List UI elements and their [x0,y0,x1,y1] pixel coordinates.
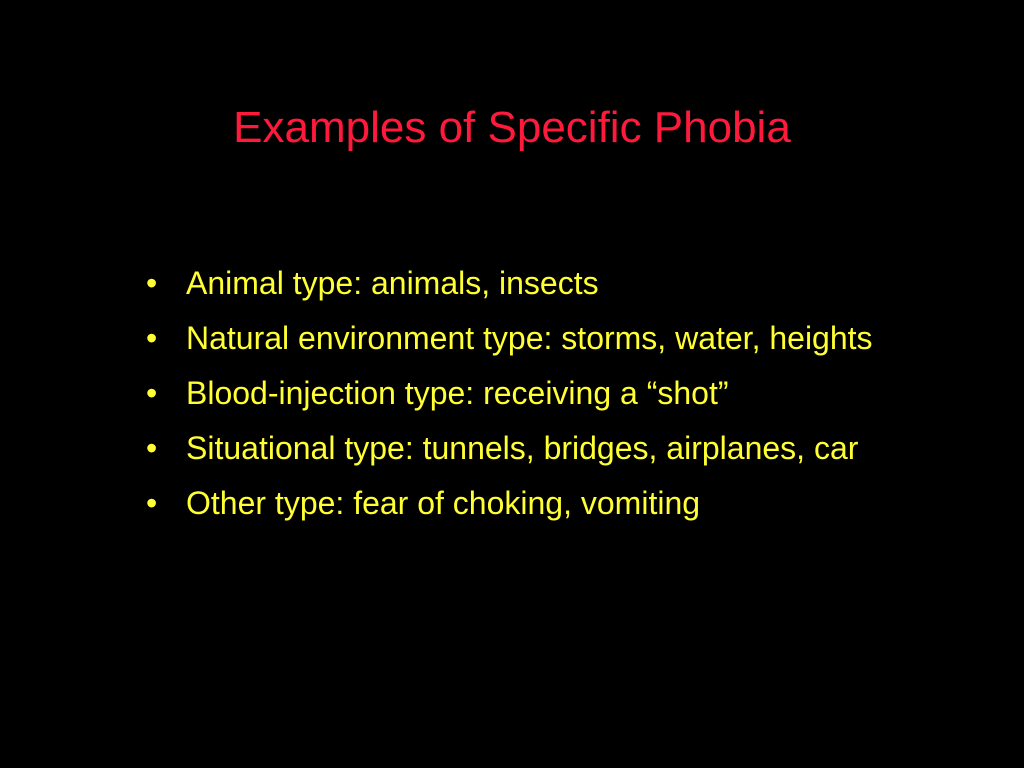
bullet-text: Blood-injection type: receiving a “shot” [186,375,729,411]
bullet-text: Situational type: tunnels, bridges, airplanes, car [186,430,859,466]
bullet-item-situational [140,427,940,470]
bullet-text: Animal type: animals, insects [186,265,599,301]
bullet-icon: • [146,375,158,411]
bullet-text: Natural environment type: storms, water, heights [186,320,873,356]
bullet-item-blood-injection [140,372,940,415]
bullet-icon: • [146,320,158,356]
slide-title: Examples of Specific Phobia [233,103,791,152]
bullet-icon: • [146,430,158,466]
bullet-list [140,262,940,537]
bullet-item-other [140,482,940,525]
bullet-item-animal [140,262,940,305]
bullet-item-natural-environment [140,317,940,360]
bullet-icon: • [146,265,158,301]
bullet-text: Other type: fear of choking, vomiting [186,485,701,521]
bullet-icon: • [146,485,158,521]
